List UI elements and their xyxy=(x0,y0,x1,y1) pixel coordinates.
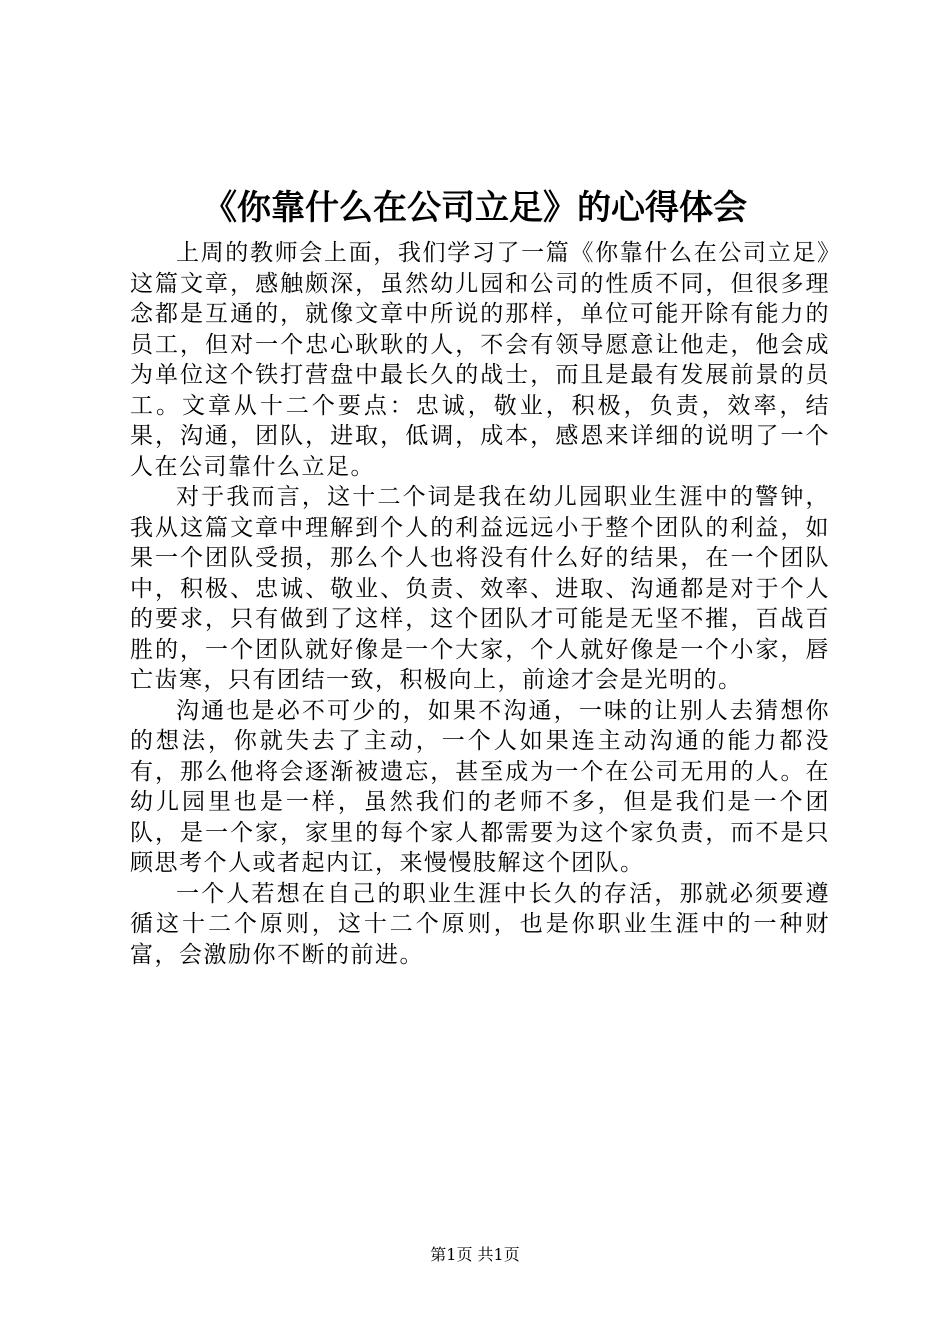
page-footer xyxy=(0,1245,950,1265)
page-total: 共1页 xyxy=(477,1245,520,1264)
paragraph-4: 一个人若想在自己的职业生涯中长久的存活，那就必须要遵循这十二个原则，这十二个原则，也是你职业生涯中的一种财富，会激励你不断的前进。 xyxy=(130,880,830,968)
page-number: 第1页 xyxy=(430,1245,473,1264)
document-title: 《你靠什么在公司立足》的心得体会 xyxy=(203,188,747,228)
paragraph-2: 对于我而言，这十二个词是我在幼儿园职业生涯中的警钟，我从这篇文章中理解到个人的利益远远小于整个团队的利益，如果一个团队受损，那么个人也将没有什么好的结果，在一个团队中，积极、忠诚、敬业、负责、效率、进取、沟通都是对于个人的要求，只有做到了这样，这个团队才可能是无坚不摧，百战百胜的，一个团队就好像是一个大家，个人就好像是一个小家，唇亡齿寒，只有团结一致，积极向上，前途才会是光明的。 xyxy=(130,484,830,693)
paragraph-3: 沟通也是必不可少的，如果不沟通，一味的让别人去猜想你的想法，你就失去了主动，一个人如果连主动沟通的能力都没有，那么他将会逐渐被遗忘，甚至成为一个在公司无用的人。在幼儿园里也是一样，虽然我们的老师不多，但是我们是一个团队，是一个家，家里的每个家人都需要为这个家负责，而不是只顾思考个人或者起内讧，来慢慢肢解这个团队。 xyxy=(130,697,830,876)
paragraph-1: 上周的教师会上面，我们学习了一篇《你靠什么在公司立足》这篇文章，感触颇深，虽然幼儿园和公司的性质不同，但很多理念都是互通的，就像文章中所说的那样，单位可能开除有能力的员工，但对一个忠心耿耿的人，不会有领导愿意让他走，他会成为单位这个铁打营盘中最长久的战士，而且是最有发展前景的员工。文章从十二个要点：忠诚，敬业，积极，负责，效率，结果，沟通，团队，进取，低调，成本，感恩来详细的说明了一个人在公司靠什么立足。 xyxy=(130,240,830,480)
document-body xyxy=(130,238,830,970)
